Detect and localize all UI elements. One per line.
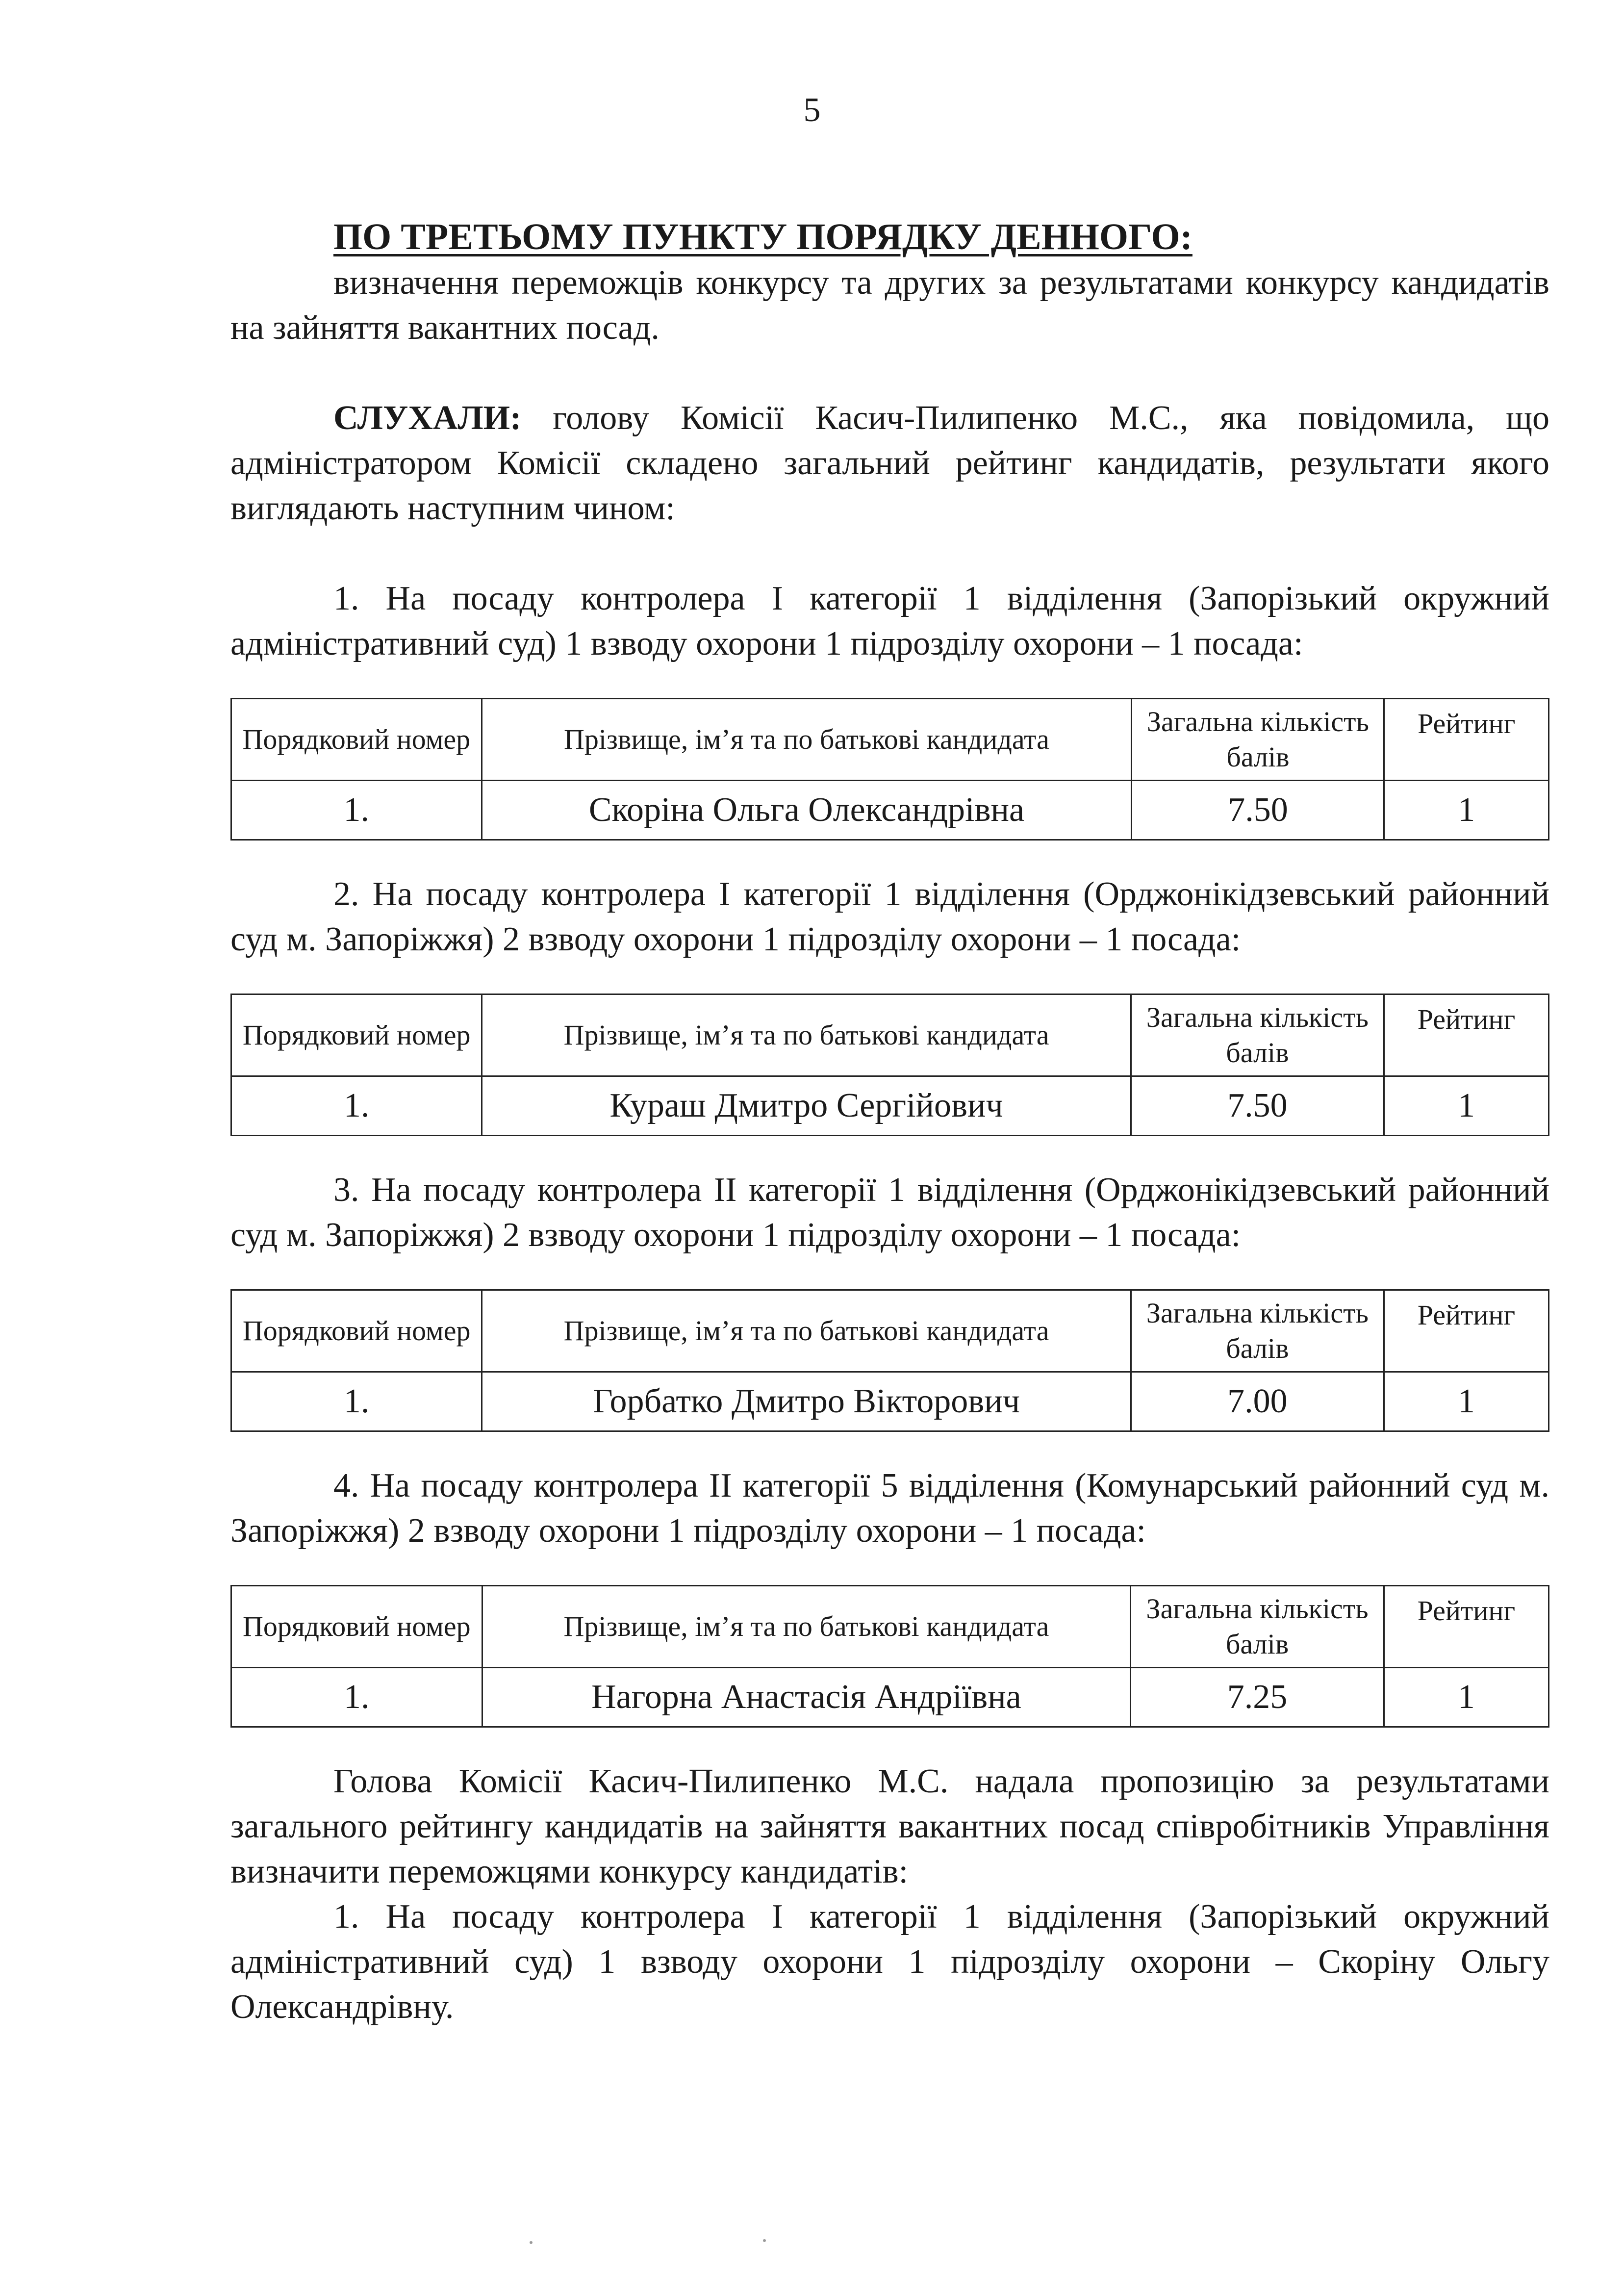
cell-rating: 1 xyxy=(1384,1372,1548,1431)
cell-rating: 1 xyxy=(1384,1668,1548,1727)
table-row xyxy=(231,781,1549,840)
position-title: 3. На посаду контролера ІІ категорії 1 відділення (Орджонікідзевський районний суд м. Запоріжжя) 2 взводу охорони 1 підрозділу охорони – 1 посада: xyxy=(230,1171,1549,1254)
rating-table xyxy=(230,994,1549,1136)
table-header-row xyxy=(231,994,1549,1076)
col-header-number: Порядковий номер xyxy=(231,994,482,1076)
position-block-1 xyxy=(230,576,1549,841)
col-header-name: Прізвище, ім’я та по батькові кандидата xyxy=(482,699,1132,781)
cell-number: 1. xyxy=(231,781,482,840)
col-header-name: Прізвище, ім’я та по батькові кандидата xyxy=(482,994,1131,1076)
proposal-paragraph: Голова Комісії Касич-Пилипенко М.С. надала пропозицію за результатами загального рейтингу кандидатів на зайняття вакантних посад співробітників Управління визначити переможцями конкурсу кандидатів: xyxy=(230,1762,1549,1890)
col-header-rating: Рейтинг xyxy=(1384,1586,1548,1668)
cell-score: 7.50 xyxy=(1132,781,1384,840)
cell-score: 7.50 xyxy=(1131,1076,1384,1136)
agenda-intro: визначення переможців конкурсу та других за результатами конкурсу кандидатів на зайняття вакантних посад. xyxy=(230,264,1549,347)
cell-number: 1. xyxy=(231,1668,482,1727)
cell-rating: 1 xyxy=(1384,781,1549,840)
cell-rating: 1 xyxy=(1384,1076,1549,1136)
col-header-score: Загальна кількість балів xyxy=(1131,1586,1384,1668)
col-header-number: Порядковий номер xyxy=(231,1290,482,1372)
table-row xyxy=(231,1076,1549,1136)
col-header-name: Прізвище, ім’я та по батькові кандидата xyxy=(482,1290,1131,1372)
agenda-heading: ПО ТРЕТЬОМУ ПУНКТУ ПОРЯДКУ ДЕННОГО: xyxy=(333,216,1193,257)
heard-label: СЛУХАЛИ: xyxy=(333,399,522,437)
cell-number: 1. xyxy=(231,1076,482,1136)
cell-name: Горбатко Дмитро Вікторович xyxy=(482,1372,1131,1431)
table-row xyxy=(231,1372,1549,1431)
position-block-3 xyxy=(230,1168,1549,1432)
page-content xyxy=(230,213,1549,2030)
position-block-2 xyxy=(230,872,1549,1136)
col-header-rating: Рейтинг xyxy=(1384,1290,1548,1372)
cell-number: 1. xyxy=(231,1372,482,1431)
cell-name: Нагорна Анастасія Андріївна xyxy=(482,1668,1131,1727)
cell-score: 7.00 xyxy=(1131,1372,1384,1431)
winner-paragraph: 1. На посаду контролера І категорії 1 відділення (Запорізький окружний адміністративний суд) 1 взводу охорони 1 підрозділу охорони – Скоріну Ольгу Олександрівну. xyxy=(230,1898,1549,2026)
cell-name: Кураш Дмитро Сергійович xyxy=(482,1076,1131,1136)
heard-text: голову Комісії Касич-Пилипенко М.С., яка повідомила, що адміністратором Комісії складено загальний рейтинг кандидатів, результати якого виглядають наступним чином: xyxy=(230,399,1549,527)
scan-speck xyxy=(763,2239,766,2242)
col-header-score: Загальна кількість балів xyxy=(1131,1290,1384,1372)
col-header-rating: Рейтинг xyxy=(1384,994,1549,1076)
table-header-row xyxy=(231,1290,1549,1372)
page-number: 5 xyxy=(803,91,821,129)
col-header-rating: Рейтинг xyxy=(1384,699,1549,781)
rating-table xyxy=(230,1585,1549,1728)
position-title: 4. На посаду контролера ІІ категорії 5 відділення (Комунарський районний суд м. Запоріжжя) 2 взводу охорони 1 підрозділу охорони – 1 посада: xyxy=(230,1467,1549,1550)
rating-table xyxy=(230,698,1549,841)
col-header-number: Порядковий номер xyxy=(231,1586,482,1668)
col-header-name: Прізвище, ім’я та по батькові кандидата xyxy=(482,1586,1131,1668)
table-header-row xyxy=(231,1586,1549,1668)
cell-score: 7.25 xyxy=(1131,1668,1384,1727)
rating-table xyxy=(230,1289,1549,1432)
position-block-4 xyxy=(230,1463,1549,1728)
table-header-row xyxy=(231,699,1549,781)
table-row xyxy=(231,1668,1549,1727)
position-title: 2. На посаду контролера І категорії 1 відділення (Орджонікідзевський районний суд м. Запоріжжя) 2 взводу охорони 1 підрозділу охорони – 1 посада: xyxy=(230,875,1549,958)
col-header-number: Порядковий номер xyxy=(231,699,482,781)
cell-name: Скоріна Ольга Олександрівна xyxy=(482,781,1132,840)
col-header-score: Загальна кількість балів xyxy=(1132,699,1384,781)
scan-speck xyxy=(530,2241,533,2244)
position-title: 1. На посаду контролера І категорії 1 відділення (Запорізький окружний адміністративний суд) 1 взводу охорони 1 підрозділу охорони – 1 посада: xyxy=(230,580,1549,663)
col-header-score: Загальна кількість балів xyxy=(1131,994,1384,1076)
heard-paragraph xyxy=(230,396,1549,531)
